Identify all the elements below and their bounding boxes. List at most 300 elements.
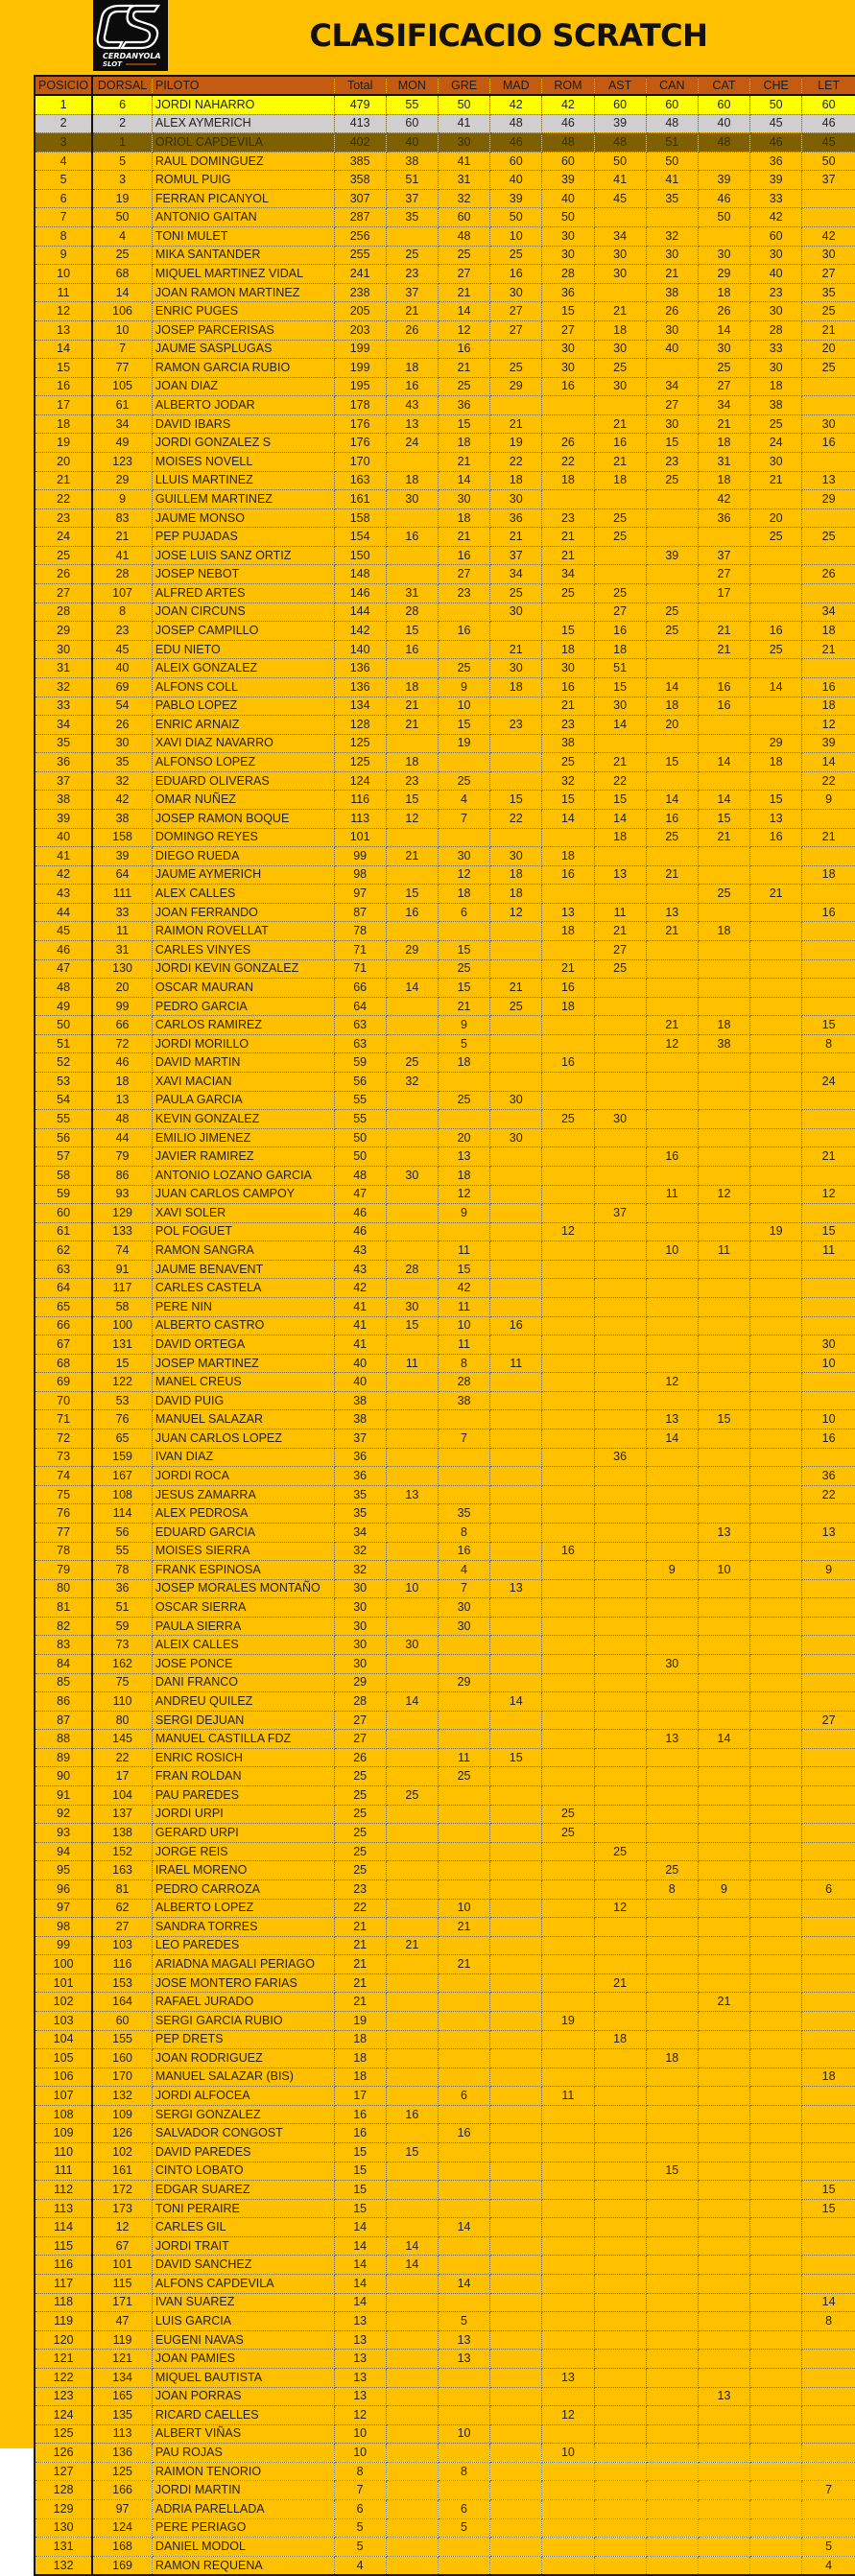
cell-let: 21: [802, 1147, 855, 1167]
cell-ast: [594, 1936, 646, 1955]
cell-ast: [594, 1767, 646, 1786]
cell-mad: 11: [490, 1354, 542, 1373]
cell-total: 55: [334, 1110, 386, 1129]
table-row: [35, 1185, 855, 1204]
cell-total: 358: [334, 171, 386, 190]
cell-gre: [438, 1485, 489, 1504]
cell-cat: [698, 1786, 749, 1806]
cell-piloto: JOSEP CAMPILLO: [152, 622, 334, 641]
cell-gre: [438, 2293, 489, 2312]
cell-mad: [490, 2518, 542, 2538]
cell-mad: [490, 2124, 542, 2143]
cell-piloto: RAIMON ROVELLAT: [152, 922, 334, 941]
cell-gre: [438, 2181, 489, 2200]
cell-rom: [542, 1260, 594, 1279]
cell-mon: [386, 2181, 438, 2200]
cell-rom: 15: [542, 302, 594, 321]
cell-ast: 45: [594, 189, 646, 208]
cell-piloto: JORDI NAHARRO: [152, 95, 334, 114]
column-header-mon: MON: [386, 76, 438, 95]
table-row: [35, 1711, 855, 1730]
cell-let: [802, 1053, 855, 1073]
cell-posicio: 19: [35, 434, 92, 453]
cell-dorsal: 102: [92, 2143, 152, 2162]
cell-mon: [386, 2424, 438, 2444]
cell-che: [750, 1767, 802, 1786]
cell-total: 35: [334, 1485, 386, 1504]
cell-cat: 14: [698, 320, 749, 340]
table-row: [35, 922, 855, 941]
cell-total: 25: [334, 1786, 386, 1806]
cell-total: 205: [334, 302, 386, 321]
cell-piloto: ROMUL PUIG: [152, 171, 334, 190]
cell-ast: [594, 1730, 646, 1749]
cell-ast: [594, 1316, 646, 1335]
table-row: [35, 1034, 855, 1053]
cell-total: 178: [334, 396, 386, 415]
cell-mon: [386, 508, 438, 528]
cell-dorsal: 49: [92, 434, 152, 453]
cell-can: 27: [646, 396, 698, 415]
cell-ast: [594, 1542, 646, 1561]
cell-piloto: CARLES CASTELA: [152, 1279, 334, 1298]
cell-total: 163: [334, 471, 386, 490]
cell-ast: [594, 2199, 646, 2218]
cell-mon: [386, 2162, 438, 2181]
cell-che: [750, 1561, 802, 1580]
cell-cat: [698, 1204, 749, 1223]
cell-posicio: 102: [35, 1993, 92, 2012]
cell-gre: 4: [438, 791, 489, 810]
cell-cat: [698, 1430, 749, 1449]
cell-gre: [438, 2199, 489, 2218]
cell-ast: [594, 2406, 646, 2425]
cell-rom: 21: [542, 546, 594, 565]
cell-rom: 16: [542, 1053, 594, 1073]
cell-total: 41: [334, 1316, 386, 1335]
cell-mad: 15: [490, 1748, 542, 1767]
cell-total: 154: [334, 528, 386, 547]
cell-che: 36: [750, 152, 802, 171]
cell-posicio: 13: [35, 320, 92, 340]
cell-piloto: DAVID SANCHEZ: [152, 2256, 334, 2275]
cell-dorsal: 21: [92, 528, 152, 547]
cell-can: [646, 1767, 698, 1786]
cell-can: 8: [646, 1879, 698, 1899]
cell-mon: 30: [386, 1298, 438, 1317]
cell-rom: [542, 1918, 594, 1937]
cell-cat: 18: [698, 1016, 749, 1035]
cell-mad: 25: [490, 246, 542, 265]
cell-mon: [386, 2087, 438, 2106]
cell-piloto: JOSEP NEBOT: [152, 565, 334, 584]
cell-let: [802, 659, 855, 678]
cell-cat: [698, 1805, 749, 1824]
cell-total: 479: [334, 95, 386, 114]
cell-cat: [698, 1316, 749, 1335]
cell-che: [750, 1467, 802, 1486]
cell-cat: 15: [698, 1410, 749, 1430]
cell-piloto: EDUARD OLIVERAS: [152, 771, 334, 791]
cell-mad: [490, 2462, 542, 2481]
cell-piloto: PAU ROJAS: [152, 2444, 334, 2463]
table-row: [35, 471, 855, 490]
cell-can: [646, 1955, 698, 1974]
cell-mad: 30: [490, 847, 542, 866]
cell-che: [750, 1786, 802, 1806]
cell-ast: [594, 2236, 646, 2256]
cell-total: 40: [334, 1373, 386, 1392]
cell-posicio: 104: [35, 2030, 92, 2049]
cell-rom: [542, 1316, 594, 1335]
cell-let: [802, 1673, 855, 1692]
cell-cat: [698, 1298, 749, 1317]
cell-mad: [490, 2481, 542, 2500]
cell-gre: [438, 2387, 489, 2406]
cell-mad: 16: [490, 265, 542, 284]
cell-total: 63: [334, 1016, 386, 1035]
cell-can: 25: [646, 1861, 698, 1880]
cell-posicio: 124: [35, 2406, 92, 2425]
cell-let: 8: [802, 2312, 855, 2331]
cell-rom: [542, 1617, 594, 1636]
cell-cat: [698, 1936, 749, 1955]
cell-ast: [594, 565, 646, 584]
cell-can: 51: [646, 133, 698, 153]
cell-gre: 28: [438, 1373, 489, 1392]
cell-dorsal: 155: [92, 2030, 152, 2049]
cell-cat: 48: [698, 133, 749, 153]
cell-dorsal: 9: [92, 490, 152, 509]
cell-posicio: 64: [35, 1279, 92, 1298]
cell-cat: 9: [698, 1879, 749, 1899]
cell-can: [646, 885, 698, 904]
cell-che: [750, 1260, 802, 1279]
cell-gre: [438, 1448, 489, 1467]
cell-total: 42: [334, 1279, 386, 1298]
table-row: [35, 1279, 855, 1298]
cell-can: [646, 2293, 698, 2312]
cell-posicio: 101: [35, 1973, 92, 1993]
cell-total: 25: [334, 1767, 386, 1786]
cell-cat: 16: [698, 697, 749, 716]
cell-rom: [542, 1467, 594, 1486]
cell-piloto: DANIEL MODOL: [152, 2538, 334, 2557]
cell-posicio: 78: [35, 1542, 92, 1561]
cell-che: [750, 1617, 802, 1636]
cell-cat: [698, 1354, 749, 1373]
cell-mon: [386, 1598, 438, 1618]
cell-che: 25: [750, 528, 802, 547]
cell-cat: [698, 1692, 749, 1712]
cell-ast: [594, 1260, 646, 1279]
cell-che: [750, 1298, 802, 1317]
cell-posicio: 60: [35, 1204, 92, 1223]
cell-piloto: JOAN CIRCUNS: [152, 603, 334, 622]
cell-let: [802, 1824, 855, 1843]
cell-ast: [594, 1016, 646, 1035]
cell-posicio: 115: [35, 2236, 92, 2256]
cell-posicio: 12: [35, 302, 92, 321]
cell-total: 385: [334, 152, 386, 171]
cell-che: 14: [750, 677, 802, 697]
cell-rom: [542, 1842, 594, 1861]
cell-mon: [386, 2500, 438, 2519]
cell-piloto: PERE PERIAGO: [152, 2518, 334, 2538]
cell-posicio: 125: [35, 2424, 92, 2444]
cell-ast: [594, 1091, 646, 1110]
cell-che: 50: [750, 95, 802, 114]
cell-gre: 35: [438, 1504, 489, 1524]
cell-total: 14: [334, 2256, 386, 2275]
cell-total: 10: [334, 2444, 386, 2463]
cell-piloto: KEVIN GONZALEZ: [152, 1110, 334, 1129]
cell-posicio: 26: [35, 565, 92, 584]
cell-posicio: 57: [35, 1147, 92, 1167]
cell-piloto: ALFONS COLL: [152, 677, 334, 697]
cell-che: [750, 1842, 802, 1861]
table-row: [35, 1918, 855, 1937]
cell-ast: 22: [594, 771, 646, 791]
cell-che: [750, 903, 802, 922]
cell-che: [750, 1391, 802, 1410]
cell-che: 19: [750, 1222, 802, 1241]
cell-cat: [698, 1485, 749, 1504]
cell-che: [750, 1185, 802, 1204]
cell-cat: [698, 1448, 749, 1467]
table-row: [35, 1842, 855, 1861]
cell-mon: 43: [386, 396, 438, 415]
cell-piloto: ENRIC ARNAIZ: [152, 716, 334, 735]
cell-mad: [490, 734, 542, 753]
cell-ast: [594, 1147, 646, 1167]
cell-posicio: 43: [35, 885, 92, 904]
cell-ast: [594, 2387, 646, 2406]
cell-gre: [438, 1973, 489, 1993]
cell-che: [750, 1241, 802, 1261]
cell-total: 37: [334, 1430, 386, 1449]
cell-piloto: JUAN CARLOS LOPEZ: [152, 1430, 334, 1449]
cell-ast: [594, 1786, 646, 1806]
cell-che: [750, 922, 802, 941]
cell-total: 43: [334, 1260, 386, 1279]
table-row: [35, 2406, 855, 2425]
cell-cat: [698, 2444, 749, 2463]
cell-mon: [386, 1504, 438, 1524]
cell-posicio: 45: [35, 922, 92, 941]
cell-total: 71: [334, 941, 386, 960]
cell-let: [802, 1692, 855, 1712]
cell-piloto: PABLO LOPEZ: [152, 697, 334, 716]
cell-can: 26: [646, 302, 698, 321]
cell-cat: [698, 1110, 749, 1129]
cell-cat: 25: [698, 885, 749, 904]
cell-piloto: EDUARD GARCIA: [152, 1523, 334, 1542]
cell-mad: 16: [490, 1316, 542, 1335]
cell-cat: 42: [698, 490, 749, 509]
cell-ast: 15: [594, 677, 646, 697]
cell-che: [750, 697, 802, 716]
cell-cat: [698, 2330, 749, 2350]
cell-dorsal: 152: [92, 1842, 152, 1861]
cell-cat: 14: [698, 1730, 749, 1749]
cell-can: 9: [646, 1561, 698, 1580]
cell-rom: 27: [542, 320, 594, 340]
cell-mon: 24: [386, 434, 438, 453]
cell-dorsal: 42: [92, 791, 152, 810]
cell-dorsal: 100: [92, 1316, 152, 1335]
table-row: [35, 959, 855, 979]
cell-posicio: 75: [35, 1485, 92, 1504]
cell-can: 21: [646, 1016, 698, 1035]
cell-ast: [594, 2444, 646, 2463]
cell-gre: [438, 1730, 489, 1749]
cell-mon: [386, 2518, 438, 2538]
cell-rom: 19: [542, 2011, 594, 2030]
cell-gre: 30: [438, 847, 489, 866]
cell-che: [750, 1485, 802, 1504]
cell-piloto: POL FOGUET: [152, 1222, 334, 1241]
cell-piloto: SERGI GONZALEZ: [152, 2105, 334, 2124]
cell-che: [750, 2293, 802, 2312]
cell-posicio: 118: [35, 2293, 92, 2312]
cell-total: 21: [334, 1955, 386, 1974]
cell-mad: [490, 1391, 542, 1410]
cell-total: 10: [334, 2424, 386, 2444]
table-row: [35, 2444, 855, 2463]
cell-gre: 48: [438, 227, 489, 247]
cell-ast: [594, 2481, 646, 2500]
cell-total: 30: [334, 1654, 386, 1673]
cell-mad: [490, 1993, 542, 2012]
cell-dorsal: 164: [92, 1993, 152, 2012]
cell-mad: 25: [490, 584, 542, 603]
cell-piloto: JOSEP MARTINEZ: [152, 1354, 334, 1373]
cell-total: 22: [334, 1899, 386, 1918]
cell-cat: 27: [698, 377, 749, 396]
table-row: [35, 1673, 855, 1692]
cell-gre: 16: [438, 340, 489, 359]
cell-gre: [438, 2538, 489, 2557]
cell-cat: 50: [698, 208, 749, 227]
cell-let: [802, 2105, 855, 2124]
cell-total: 32: [334, 1561, 386, 1580]
cell-gre: [438, 922, 489, 941]
cell-rom: [542, 1147, 594, 1167]
cell-che: [750, 2199, 802, 2218]
cell-total: 28: [334, 1692, 386, 1712]
cell-total: 32: [334, 1542, 386, 1561]
cell-mon: [386, 1091, 438, 1110]
table-row: [35, 2181, 855, 2200]
cell-cat: [698, 2162, 749, 2181]
cell-posicio: 7: [35, 208, 92, 227]
cell-gre: 8: [438, 2462, 489, 2481]
cell-dorsal: 126: [92, 2124, 152, 2143]
cell-ast: 25: [594, 959, 646, 979]
cell-mad: 25: [490, 997, 542, 1016]
cell-total: 12: [334, 2406, 386, 2425]
cell-mad: [490, 396, 542, 415]
cell-let: 8: [802, 1034, 855, 1053]
cell-posicio: 63: [35, 1260, 92, 1279]
cell-let: 30: [802, 414, 855, 434]
cell-cat: [698, 2424, 749, 2444]
cell-rom: [542, 2481, 594, 2500]
cell-che: [750, 2518, 802, 2538]
cell-mon: 23: [386, 265, 438, 284]
cell-mon: 13: [386, 1485, 438, 1504]
cell-total: 30: [334, 1598, 386, 1618]
cell-dorsal: 129: [92, 1204, 152, 1223]
cell-can: [646, 208, 698, 227]
cell-mon: [386, 2387, 438, 2406]
cell-mon: [386, 1973, 438, 1993]
cell-mon: [386, 2556, 438, 2575]
cell-mon: [386, 2312, 438, 2331]
cell-posicio: 22: [35, 490, 92, 509]
cell-total: 64: [334, 997, 386, 1016]
cell-gre: [438, 2406, 489, 2425]
cell-gre: 25: [438, 1767, 489, 1786]
cell-let: 18: [802, 865, 855, 885]
table-header-row: [35, 76, 855, 95]
table-row: [35, 1260, 855, 1279]
cell-mad: 50: [490, 208, 542, 227]
table-row: [35, 2481, 855, 2500]
cell-mad: [490, 2330, 542, 2350]
cell-che: [750, 1204, 802, 1223]
cell-ast: 50: [594, 152, 646, 171]
cell-ast: [594, 2124, 646, 2143]
cell-can: [646, 2218, 698, 2237]
cell-dorsal: 169: [92, 2556, 152, 2575]
cell-che: [750, 1805, 802, 1824]
cell-ast: 41: [594, 171, 646, 190]
cell-total: 36: [334, 1448, 386, 1467]
cell-piloto: JOSE PONCE: [152, 1654, 334, 1673]
cell-dorsal: 46: [92, 1053, 152, 1073]
cell-mon: [386, 2462, 438, 2481]
cell-gre: [438, 2444, 489, 2463]
cell-posicio: 38: [35, 791, 92, 810]
cell-mon: [386, 1955, 438, 1974]
cell-let: 46: [802, 114, 855, 133]
cell-piloto: TONI MULET: [152, 227, 334, 247]
cell-let: 42: [802, 227, 855, 247]
cell-let: [802, 2124, 855, 2143]
cell-can: [646, 2538, 698, 2557]
cell-let: [802, 2236, 855, 2256]
cell-posicio: 42: [35, 865, 92, 885]
cell-can: [646, 659, 698, 678]
cell-rom: [542, 1955, 594, 1974]
cell-cat: [698, 1973, 749, 1993]
cell-rom: [542, 1730, 594, 1749]
cell-cat: 60: [698, 95, 749, 114]
cell-cat: [698, 1222, 749, 1241]
cell-rom: [542, 2293, 594, 2312]
cell-total: 241: [334, 265, 386, 284]
cell-let: 15: [802, 2181, 855, 2200]
table-row: [35, 227, 855, 247]
cell-cat: [698, 734, 749, 753]
cell-piloto: PERE NIN: [152, 1298, 334, 1317]
cell-cat: 36: [698, 508, 749, 528]
cell-posicio: 40: [35, 828, 92, 847]
table-row: [35, 1128, 855, 1147]
cell-rom: [542, 2124, 594, 2143]
